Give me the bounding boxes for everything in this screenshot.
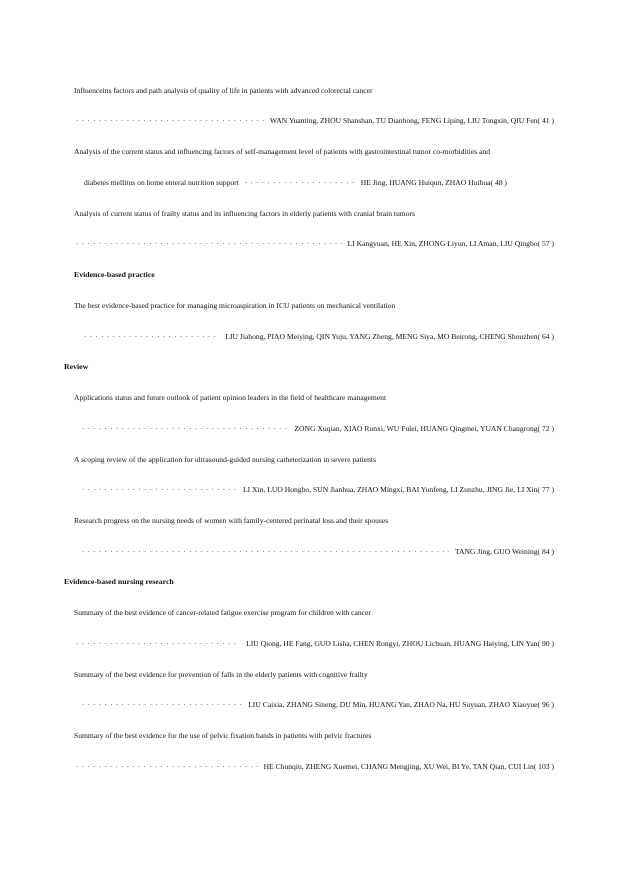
toc-authors: ZONG Xuqian, XIAO Runxi, WU Fulei, HUANG Qingmei, YUAN Changrong( 72 ) [294, 424, 554, 433]
toc-title-continued: diabetes mellitus on home enteral nutrition support [84, 178, 239, 187]
dot-leader [245, 178, 355, 188]
toc-author-line [76, 762, 554, 772]
toc-author-line [76, 639, 554, 649]
toc-authors: TANG Jing, GUO Weining( 84 ) [454, 547, 554, 556]
section-heading: Evidence-based practice [74, 270, 155, 279]
toc-authors: LI Xin, LUO Hongbo, SUN Jianhua, ZHAO Mingxi, BAI Yunfeng, LI Zunzhu, JING Jie, LI Xin( 77 ) [242, 485, 554, 494]
toc-title: Influenceins factors and path analysis of quality of life in patients with advanced colorectal cancer [74, 86, 373, 95]
toc-author-line [84, 178, 507, 188]
toc-author-line [84, 332, 554, 342]
dot-leader [76, 239, 342, 249]
toc-authors: LI Kangyuan, HE Xin, ZHONG Liyun, LI Aman, LIU Qingbo( 57 ) [347, 239, 554, 248]
dot-leader [82, 424, 288, 434]
toc-title: The best evidence-based practice for managing microaspiration in ICU patients on mechanical ventilation [74, 301, 396, 310]
toc-title: Analysis of current status of frailty status and its influencing factors in elderly patients with cranial brain tumors [74, 209, 415, 218]
toc-author-line [82, 547, 554, 557]
toc-authors: LIU Qiong, HE Fang, GUO Lisha, CHEN Rongyi, ZHOU Lichuan, HUANG Haiying, LIN Yan( 90 ) [246, 639, 554, 648]
toc-authors: HE Jing, HUANG Huiqun, ZHAO Huihua( 48 ) [360, 178, 507, 187]
toc-author-line [82, 424, 554, 434]
toc-title: Analysis of the current status and influencing factors of self-management level of patients with gastrointestinal tumor co-morbidities and [74, 147, 491, 156]
toc-author-line [82, 700, 554, 710]
toc-authors: WAN Yuanting, ZHOU Shanshan, TU Dianhong, FENG Liping, LIU Tongxin, QIU Fen( 41 ) [269, 116, 554, 125]
toc-authors: LIU Jiahong, PIAO Meiying, QIN Yuju, YANG Zheng, MENG Siya, MO Beirong, CHENG Shouzhen( 64 ) [225, 332, 554, 341]
toc-title: Research progress on the nursing needs of women with family-centered perinatal loss and their spouses [74, 516, 389, 525]
toc-authors: LIU Caixia, ZHANG Sineng, DU Min, HUANG Yan, ZHAO Na, HU Suyuan, ZHAO Xiaoyue( 96 ) [248, 700, 554, 709]
dot-leader [82, 700, 242, 710]
toc-authors: HE Chunqiu, ZHENG Xuemei, CHANG Mengjing, XU Wei, BI Ye, TAN Qian, CUI Lin( 103 ) [263, 762, 554, 771]
toc-title: Summary of the best evidence of cancer-related fatigue exercise program for children with cancer [74, 608, 371, 617]
toc-title: Applications status and future outlook of patient opinion leaders in the field of healthcare management [74, 393, 387, 402]
section-heading: Evidence-based nursing research [64, 577, 174, 586]
toc-title: Summary of the best evidence for prevention of falls in the elderly patients with cognitive frailty [74, 670, 368, 679]
toc-title: Summary of the best evidence for the use of pelvic fixation bands in patients with pelvic fractures [74, 731, 372, 740]
toc-author-line [82, 485, 554, 495]
dot-leader [76, 639, 240, 649]
toc-author-line [76, 116, 554, 126]
toc-title: A scoping review of the application for ultrasound-guided nursing catheterization in severe patients [74, 455, 376, 464]
dot-leader [82, 485, 237, 495]
section-heading: Review [64, 362, 89, 371]
dot-leader [84, 332, 219, 342]
dot-leader [82, 547, 449, 557]
toc-author-line [76, 239, 554, 249]
dot-leader [76, 116, 264, 126]
dot-leader [76, 762, 258, 772]
